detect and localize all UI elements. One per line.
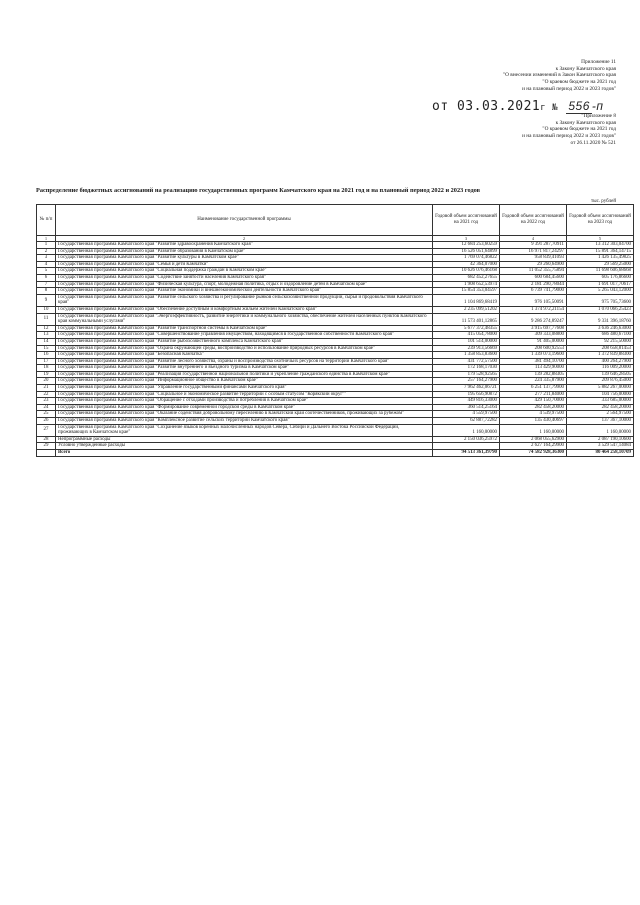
- value-2021: 11 573 401,12865: [433, 313, 500, 325]
- value-2021: 101 514,00000: [433, 338, 500, 345]
- value-2023: 5 265 043,12000: [567, 288, 634, 295]
- row-number: 7: [37, 281, 56, 288]
- row-number: [37, 450, 56, 457]
- table-row: [37, 325, 634, 332]
- value-2023: 209 876,45000: [567, 378, 634, 385]
- column-index: 4: [500, 236, 567, 242]
- value-2021: 12 684 253,60259: [433, 242, 500, 249]
- header-line: Приложение 11: [581, 59, 616, 65]
- table-row: [37, 288, 634, 295]
- value-2023: 282 458,20000: [567, 404, 634, 411]
- value-2022: 600 684,45600: [500, 274, 567, 281]
- program-name: Государственная программа Камчатского края "Энергоэффективность, развитие энергетики и коммунального хозяйства, обеспечение жителей населенных пунктов Камчатского края коммунальными услугами": [56, 313, 433, 325]
- value-2023: 1 372 839,88300: [567, 352, 634, 359]
- row-number: 27: [37, 424, 56, 436]
- program-name: Государственная программа Камчатского края "Управление государственными финансами Камчатского края": [56, 385, 433, 392]
- column-index: 3: [433, 236, 500, 242]
- value-2023: 605 176,86600: [567, 274, 634, 281]
- value-2022: 309 333,08800: [500, 332, 567, 339]
- stamp-suffix: -п: [591, 99, 604, 113]
- header-2021: Годовой объем ассигнований на 2021 год: [433, 205, 500, 236]
- value-2022: 381 494,10700: [500, 358, 567, 365]
- value-2023: 104 756,00000: [567, 391, 634, 398]
- value-2021: 2 150 036,25972: [433, 436, 500, 443]
- table-row: [37, 398, 634, 405]
- appendix-header-top: [376, 59, 616, 93]
- value-2023: 686 480,67100: [567, 332, 634, 339]
- table-row: [37, 424, 634, 436]
- budget-table: [36, 204, 634, 457]
- value-2022: 135 430,40697: [500, 418, 567, 425]
- row-number: 29: [37, 443, 56, 450]
- value-2021: 179 528,92565: [433, 371, 500, 378]
- value-2022: 29 260,64900: [500, 261, 567, 268]
- row-number: 4: [37, 261, 56, 268]
- appendix-header-second: [376, 113, 616, 147]
- value-2023: 11 698 606,68668: [567, 268, 634, 275]
- value-2022: 9 286 274,89247: [500, 313, 567, 325]
- value-2023: 80 464 258,10709: [567, 450, 634, 457]
- row-number: 13: [37, 332, 56, 339]
- table-row: [37, 242, 634, 249]
- column-index: 2: [56, 236, 433, 242]
- value-2023: 15 891 364,14715: [567, 248, 634, 255]
- value-2021: 257 164,27900: [433, 378, 500, 385]
- table-row: [37, 378, 634, 385]
- value-2023: 92 215,50000: [567, 338, 634, 345]
- program-name: Государственная программа Камчатского края "Развитие рыбохозяйственного комплекса Камчатского края": [56, 338, 433, 345]
- value-2021: 42 364,07000: [433, 261, 500, 268]
- program-name: Государственная программа Камчатского края "Социальная поддержка граждан в Камчатском крае": [56, 268, 433, 275]
- date-stamp: [432, 99, 604, 114]
- value-2022: 277 211,84000: [500, 391, 567, 398]
- value-2022: 74 582 928,36300: [500, 450, 567, 457]
- table-row: [37, 411, 634, 418]
- header-line: и на плановый период 2022 и 2023 годов": [522, 85, 616, 92]
- value-2023: 975 705,73600: [567, 294, 634, 306]
- value-2022: 208 600,92553: [500, 345, 567, 352]
- value-2021: 7 962 462,06721: [433, 385, 500, 392]
- row-number: 3: [37, 255, 56, 262]
- value-2022: 6 739 741,79000: [500, 288, 567, 295]
- program-name: Государственная программа Камчатского края "Комплексное развитие сельских территорий Камчатского края": [56, 418, 433, 425]
- program-name: Непрограммные расходы: [56, 436, 433, 443]
- program-name: Государственная программа Камчатского края "Содействие занятости населения Камчатского края": [56, 274, 433, 281]
- program-name: Государственная программа Камчатского края "Реализация государственной национальной политики и укрепление гражданского единства в Камчатском крае": [56, 371, 433, 378]
- row-number: 21: [37, 385, 56, 392]
- header-num: № п/п: [37, 205, 56, 236]
- program-name: Государственная программа Камчатского края "Развитие культуры в Камчатском крае": [56, 255, 433, 262]
- table-row: [37, 436, 634, 443]
- document-title: Распределение бюджетных ассигнований на реализацию государственных программ Камчатского края на 2021 год и на плановый период 2022 и 2023 годов: [36, 187, 481, 194]
- value-2021: 449 816,33000: [433, 398, 500, 405]
- program-name: Государственная программа Камчатского края "Обращение с отходами производства и потребления в Камчатском крае": [56, 398, 433, 405]
- value-2022: 11 052 355,75894: [500, 268, 567, 275]
- row-number: 9: [37, 294, 56, 306]
- program-name: Государственная программа Камчатского края "Социальное и экономическое развитие территории с особым статусом "Корякский округ"": [56, 391, 433, 398]
- value-2023: 3 636 246,63000: [567, 325, 634, 332]
- row-number: 23: [37, 398, 56, 405]
- table-header-row: [37, 205, 634, 236]
- value-2021: 15 854 353,04597: [433, 288, 500, 295]
- value-2022: 113 429,90000: [500, 365, 567, 372]
- value-2023: 400 264,27900: [567, 358, 634, 365]
- program-name: Государственная программа Камчатского края "Семья и дети Камчатки": [56, 261, 433, 268]
- row-number: 28: [37, 436, 56, 443]
- program-name: Условно утвержденные расходы: [56, 443, 433, 450]
- value-2023: 333 685,00000: [567, 398, 634, 405]
- header-line: и на плановый период 2022 и 2023 годов": [522, 133, 616, 140]
- value-2022: 2 627 164,29900: [500, 443, 567, 450]
- units-label: тыс. рублей: [591, 199, 616, 204]
- value-2022: 16 971 817,24297: [500, 248, 567, 255]
- row-number: 1: [37, 242, 56, 249]
- value-2022: 1 374 972,21154: [500, 306, 567, 313]
- program-name: Государственная программа Камчатского края "Физическая культура, спорт, молодежная политика, отдых и оздоровление детей в Камчатском крае": [56, 281, 433, 288]
- program-name: Государственная программа Камчатского края "Совершенствование управления имуществом, находящимся в государственной собственности Камчатского края": [56, 332, 433, 339]
- header-line: "Приложение 8: [581, 113, 616, 119]
- table-row: [37, 268, 634, 275]
- row-number: 5: [37, 268, 56, 275]
- value-2022: 282 458,20000: [500, 404, 567, 411]
- row-number: 11: [37, 313, 56, 325]
- program-name: Всего: [56, 450, 433, 457]
- value-2022: 976 105,50091: [500, 294, 567, 306]
- value-2022: 3 915 697,77608: [500, 325, 567, 332]
- value-2021: 682 452,27655: [433, 274, 500, 281]
- value-2021: 5 677 372,48355: [433, 325, 500, 332]
- value-2023: 1 426 135,49825: [567, 255, 634, 262]
- table-row: [37, 371, 634, 378]
- value-2022: 2 181 290,78044: [500, 281, 567, 288]
- table-row: [37, 385, 634, 392]
- value-2021: 239 913,56669: [433, 345, 500, 352]
- value-2021: 62 887,72282: [433, 418, 500, 425]
- row-number: 20: [37, 378, 56, 385]
- value-2022: 2 068 055,62900: [500, 436, 567, 443]
- header-name: Наименование государственной программы: [56, 205, 433, 236]
- stamp-mid: г №: [540, 103, 559, 113]
- value-2022: 1 339 073,19600: [500, 352, 567, 359]
- value-2022: 958 839,41093: [500, 255, 567, 262]
- header-line: от 26.11.2020 № 521: [570, 139, 616, 146]
- value-2021: 16 526 051,64899: [433, 248, 500, 255]
- table-row: [37, 345, 634, 352]
- value-2023: 3 529 547,14084: [567, 443, 634, 450]
- program-name: Государственная программа Камчатского края "Развитие транспортной системы в Камчатском крае": [56, 325, 433, 332]
- value-2022: 429 150,70000: [500, 398, 567, 405]
- table-row: [37, 418, 634, 425]
- program-name: Государственная программа Камчатского края "Развитие экономики и внешнеэкономической деятельности Камчатского края": [56, 288, 433, 295]
- header-line: к Закону Камчатского края: [555, 65, 616, 72]
- value-2023: 139 646,28505: [567, 371, 634, 378]
- value-2023: 1 691 017,70617: [567, 281, 634, 288]
- value-2021: 360 514,25164: [433, 404, 500, 411]
- table-row: [37, 338, 634, 345]
- table-row: [37, 391, 634, 398]
- value-2021: 4 559,97500: [433, 411, 500, 418]
- program-name: Государственная программа Камчатского края "Оказание содействия добровольному переселению в Камчатский край соотечественников, проживающих за рубежом": [56, 411, 433, 418]
- value-2021: 415 054,78000: [433, 332, 500, 339]
- stamp-number: 556: [568, 99, 590, 113]
- row-number: 12: [37, 325, 56, 332]
- table-row: [37, 352, 634, 359]
- program-name: Государственная программа Камчатского края "Информационное общество в Камчатском крае": [56, 378, 433, 385]
- table-row: [37, 281, 634, 288]
- stamp-date: 03.03.2021: [456, 99, 541, 114]
- row-number: 14: [37, 338, 56, 345]
- value-2023: 208 658,81453: [567, 345, 634, 352]
- row-number: 17: [37, 358, 56, 365]
- value-2021: [433, 443, 500, 450]
- program-name: Государственная программа Камчатского края "Развитие сельского хозяйства и регулирование рынков сельскохозяйственной продукции, сырья и продовольствия Камчатского края": [56, 294, 433, 306]
- program-name: Государственная программа Камчатского края "Развитие образования в Камчатском крае": [56, 248, 433, 255]
- program-name: Государственная программа Камчатского края "Развитие внутреннего и въездного туризма в Камчатском крае": [56, 365, 433, 372]
- table-row: [37, 404, 634, 411]
- program-name: Государственная программа Камчатского края "Формирование современной городской среды в Камчатском крае": [56, 404, 433, 411]
- value-2021: 94 513 361,39790: [433, 450, 500, 457]
- row-number: 2: [37, 248, 56, 255]
- value-2021: 431 772,57500: [433, 358, 500, 365]
- table-row: [37, 255, 634, 262]
- value-2021: 172 168,17030: [433, 365, 500, 372]
- stamp-prefix: от: [432, 99, 449, 114]
- value-2021: 2 235 099,51202: [433, 306, 500, 313]
- value-2023: 9 331 396,18760: [567, 313, 634, 325]
- header-2023: Годовой объем ассигнований на 2023 год: [567, 205, 634, 236]
- row-number: 16: [37, 352, 56, 359]
- value-2023: 137 367,10000: [567, 418, 634, 425]
- program-name: Государственная программа Камчатского края "Безопасная Камчатка": [56, 352, 433, 359]
- row-number: 18: [37, 365, 56, 372]
- row-number: 15: [37, 345, 56, 352]
- header-line: "О краевом бюджете на 2021 год: [542, 126, 616, 133]
- table-row: [37, 443, 634, 450]
- value-2023: 29 569,25000: [567, 261, 634, 268]
- table-row: [37, 365, 634, 372]
- row-number: 19: [37, 371, 56, 378]
- value-2023: 13 312 303,04700: [567, 242, 634, 249]
- header-line: к Закону Камчатского края: [555, 119, 616, 126]
- header-line: "О краевом бюджете на 2021 год: [542, 79, 616, 86]
- header-2022: Годовой объем ассигнований на 2022 год: [500, 205, 567, 236]
- value-2022: 91 405,00000: [500, 338, 567, 345]
- value-2021: 1 160,00000: [433, 424, 500, 436]
- row-number: 6: [37, 274, 56, 281]
- value-2021: 1 908 652,53974: [433, 281, 500, 288]
- value-2023: 5 882 267,00000: [567, 385, 634, 392]
- value-2022: 9 391 287,70911: [500, 242, 567, 249]
- header-line: "О внесении изменений в Закон Камчатского края: [503, 72, 616, 79]
- value-2021: 1 358 853,83600: [433, 352, 500, 359]
- table-row: [37, 261, 634, 268]
- column-index: 5: [567, 236, 634, 242]
- table-row: [37, 274, 634, 281]
- value-2023: 1 070 066,25423: [567, 306, 634, 313]
- value-2021: 10 626 076,46168: [433, 268, 500, 275]
- value-2023: 1 160,00000: [567, 424, 634, 436]
- value-2021: 1 769 074,46822: [433, 255, 500, 262]
- program-name: Государственная программа Камчатского края "Развитие здравоохранения Камчатского края": [56, 242, 433, 249]
- table-row: [37, 332, 634, 339]
- value-2022: 4 539,97500: [500, 411, 567, 418]
- table-total-row: [37, 450, 634, 457]
- program-name: Государственная программа Камчатского края "Охрана окружающей среды, воспроизводство и использование природных ресурсов в Камчатском крае": [56, 345, 433, 352]
- row-number: 10: [37, 306, 56, 313]
- program-name: Государственная программа Камчатского края "Обеспечение доступным и комфортным жильем жителей Камчатского края": [56, 306, 433, 313]
- table-row: [37, 294, 634, 306]
- value-2022: 1 160,00000: [500, 424, 567, 436]
- value-2023: 2 087 190,10600: [567, 436, 634, 443]
- table-row: [37, 313, 634, 325]
- program-name: Государственная программа Камчатского края "Сохранение языков коренных малочисленных народов Севера, Сибири и Дальнего Востока Российской Федерации, проживающих в Камчатском крае": [56, 424, 433, 436]
- value-2021: 195 656,90872: [433, 391, 500, 398]
- value-2022: 6 251 137,79900: [500, 385, 567, 392]
- value-2023: 116 009,20000: [567, 365, 634, 372]
- value-2021: 1 104 869,68419: [433, 294, 500, 306]
- row-number: 24: [37, 404, 56, 411]
- table-row: [37, 358, 634, 365]
- value-2022: 139 282,88305: [500, 371, 567, 378]
- table-row: [37, 306, 634, 313]
- column-index: 1: [37, 236, 56, 242]
- table-row: [37, 248, 634, 255]
- row-number: 8: [37, 288, 56, 295]
- value-2022: 224 335,87900: [500, 378, 567, 385]
- program-name: Государственная программа Камчатского края "Развитие лесного хозяйства, охраны и воспроизводства охотничьих ресурсов на территории Камчатского края": [56, 358, 433, 365]
- row-number: 25: [37, 411, 56, 418]
- row-number: 26: [37, 418, 56, 425]
- row-number: 22: [37, 391, 56, 398]
- value-2023: 2 564,97500: [567, 411, 634, 418]
